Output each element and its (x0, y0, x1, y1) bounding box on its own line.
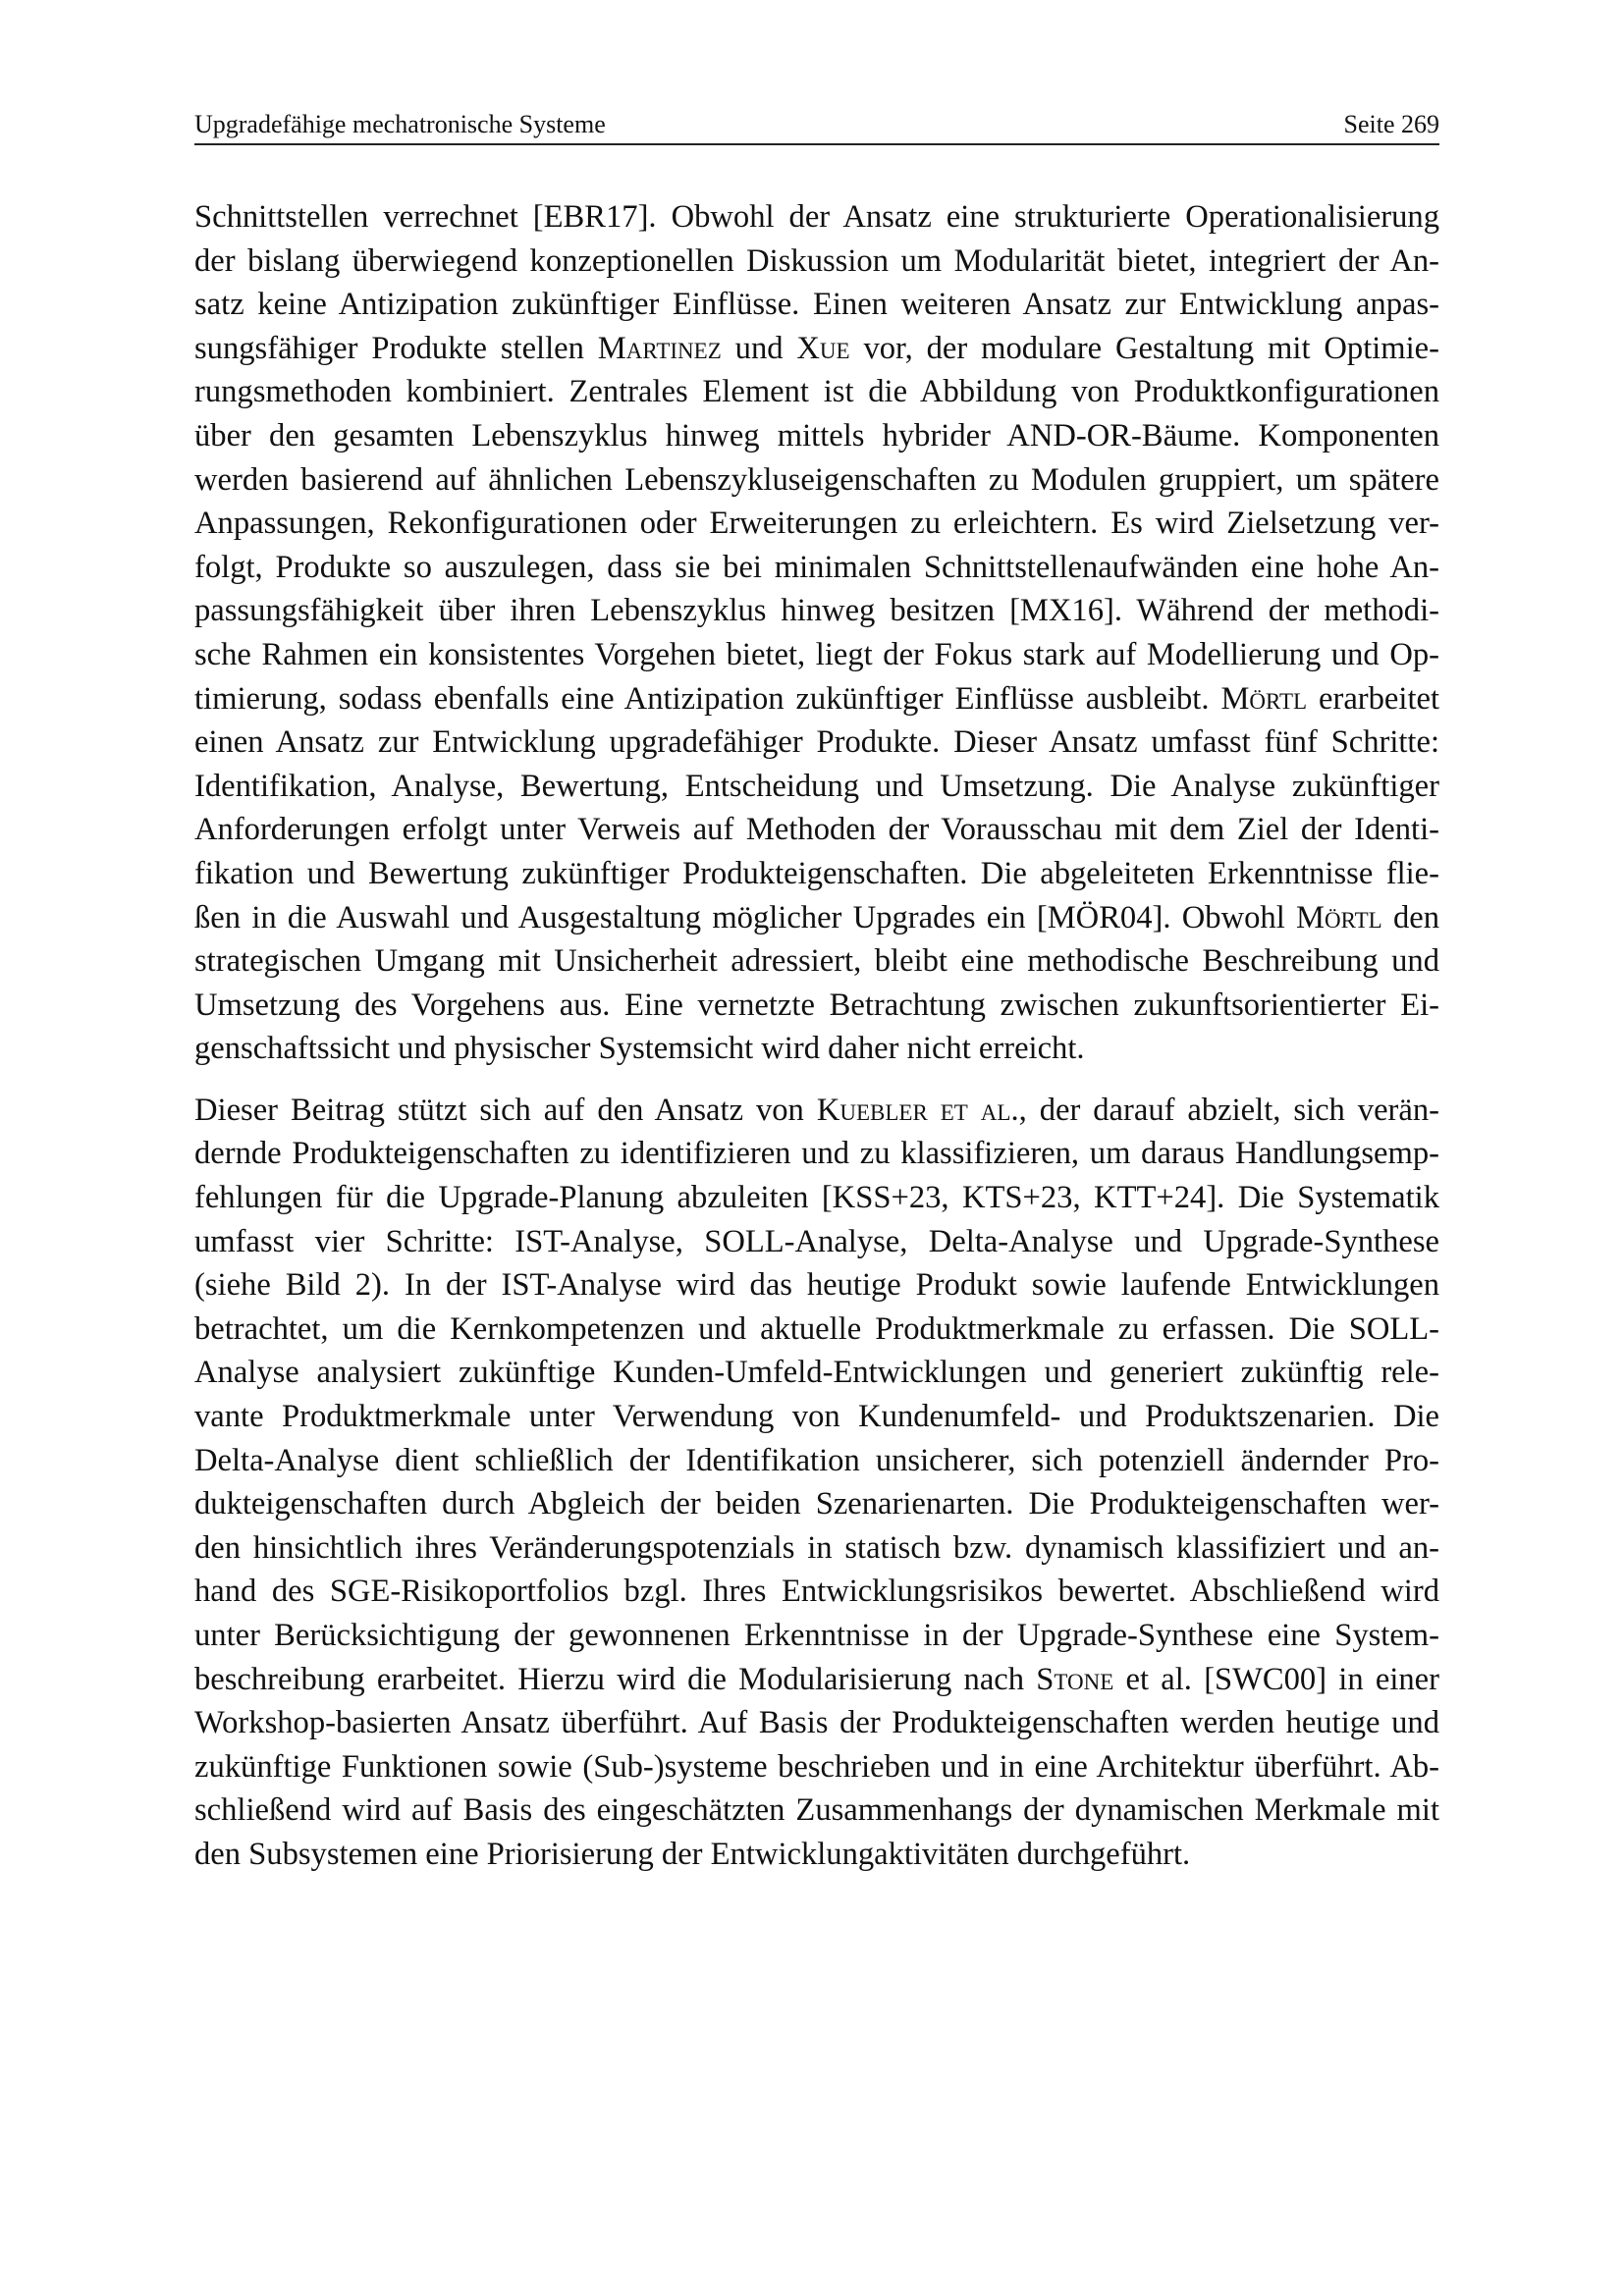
text-line: zukünftige Funktionen sowie (Sub-)systeme beschrieben und in eine Architektur überführt. Ab- (194, 1748, 1439, 1785)
text-line: unter Berücksichtigung der gewonnenen Erkenntnisse in der Upgrade-Synthese eine System- (194, 1618, 1439, 1653)
text-line: ßen in die Auswahl und Ausgestaltung möglicher Upgrades ein [MÖR04]. Obwohl Mörtl den (194, 899, 1439, 935)
text-line: Umsetzung des Vorgehens aus. Eine vernetzte Betrachtung zwischen zukunftsorientierter Ei- (194, 987, 1439, 1023)
text-line: betrachtet, um die Kernkompetenzen und aktuelle Produktmerkmale zu erfassen. Die SOLL- (194, 1310, 1439, 1347)
text-line: umfasst vier Schritte: IST-Analyse, SOLL-Analyse, Delta-Analyse und Upgrade-Synthese (194, 1223, 1439, 1259)
header-title: Upgradefähige mechatronische Systeme (194, 110, 606, 138)
text-line: Identifikation, Analyse, Bewertung, Entscheidung und Umsetzung. Die Analyse zukünftiger (194, 768, 1439, 804)
text-line: hand des SGE-Risikoportfolios bzgl. Ihres Entwicklungsrisikos bewertet. Abschließend wird (194, 1574, 1439, 1610)
text-line: sungsfähiger Produkte stellen Martinez und Xue vor, der modulare Gestaltung mit Optimie- (194, 330, 1439, 366)
text-line: (siehe Bild 2). In der IST-Analyse wird das heutige Produkt sowie laufende Entwicklungen (194, 1267, 1439, 1304)
text-line: den hinsichtlich ihres Veränderungspotenzials in statisch bzw. dynamisch klassifiziert und an- (194, 1529, 1439, 1566)
text-line: werden basierend auf ähnlichen Lebenszykluseigenschaften zu Modulen gruppiert, um spätere (194, 461, 1439, 498)
author-name: Kuebler et al. (816, 1092, 1019, 1128)
author-name: Xue (796, 330, 850, 366)
text-line: Dieser Beitrag stützt sich auf den Ansatz von Kuebler et al., der darauf abzielt, sich verän- (194, 1092, 1439, 1128)
text-line: vante Produktmerkmale unter Verwendung von Kundenumfeld- und Produktszenarien. Die (194, 1399, 1439, 1435)
text-line: Anforderungen erfolgt unter Verweis auf Methoden der Vorausschau mit dem Ziel der Identi- (194, 812, 1439, 848)
author-name: Mörtl (1296, 899, 1382, 935)
text-line: Delta-Analyse dient schließlich der Identifikation unsicherer, sich potenziell ändernder Pro- (194, 1442, 1439, 1478)
text-line: Anpassungen, Rekonfigurationen oder Erweiterungen zu erleichtern. Es wird Zielsetzung ver- (194, 506, 1439, 542)
text-line: sche Rahmen ein konsistentes Vorgehen bietet, liegt der Fokus stark auf Modellierung und Op- (194, 636, 1439, 672)
text-line: strategischen Umgang mit Unsicherheit adressiert, bleibt eine methodische Beschreibung und (194, 943, 1439, 980)
text-line: einen Ansatz zur Entwicklung upgradefähiger Produkte. Dieser Ansatz umfasst fünf Schritte: (194, 724, 1439, 761)
text-line: der bislang überwiegend konzeptionellen Diskussion um Modularität bietet, integriert der An- (194, 242, 1439, 279)
text-line: Schnittstellen verrechnet [EBR17]. Obwohl der Ansatz eine strukturierte Operationalisierung (194, 199, 1439, 235)
text-line: beschreibung erarbeitet. Hierzu wird die Modularisierung nach Stone et al. [SWC00] in einer (194, 1661, 1439, 1697)
author-name: Martinez (597, 330, 722, 366)
author-name: Stone (1036, 1661, 1114, 1697)
text-line: schließend wird auf Basis des eingeschätzten Zusammenhangs der dynamischen Merkmale mit (194, 1792, 1439, 1829)
text-line: rungsmethoden kombiniert. Zentrales Element ist die Abbildung von Produktkonfigurationen (194, 374, 1439, 410)
text-line: folgt, Produkte so auszulegen, dass sie bei minimalen Schnittstellenaufwänden eine hohe An- (194, 549, 1439, 585)
text-line: fehlungen für die Upgrade-Planung abzuleiten [KSS+23, KTS+23, KTT+24]. Die Systematik (194, 1180, 1439, 1216)
text-line: den Subsystemen eine Priorisierung der Entwicklungaktivitäten durchgeführt. (194, 1836, 1191, 1872)
text-line: genschaftssicht und physischer Systemsicht wird daher nicht erreicht. (194, 1031, 1085, 1067)
author-name: Mörtl (1220, 680, 1308, 717)
text-line: passungsfähigkeit über ihren Lebenszyklus hinweg besitzen [MX16]. Während der methodi- (194, 593, 1439, 629)
text-line: fikation und Bewertung zukünftiger Produkteigenschaften. Die abgeleiteten Erkenntnisse flie- (194, 855, 1439, 891)
text-line: satz keine Antizipation zukünftiger Einflüsse. Einen weiteren Ansatz zur Entwicklung anpas- (194, 287, 1439, 323)
text-line: dukteigenschaften durch Abgleich der beiden Szenarienarten. Die Produkteigenschaften wer- (194, 1486, 1439, 1522)
text-line: über den gesamten Lebenszyklus hinweg mittels hybrider AND-OR-Bäume. Komponenten (194, 417, 1439, 454)
page-number: Seite 269 (1343, 110, 1439, 138)
text-line: Workshop-basierten Ansatz überführt. Auf Basis der Produkteigenschaften werden heutige und (194, 1705, 1439, 1741)
running-header (194, 110, 1439, 145)
body-text (194, 195, 1439, 1877)
paragraph-2 (194, 1089, 1439, 1877)
text-line: dernde Produkteigenschaften zu identifizieren und zu klassifizieren, um daraus Handlungsemp- (194, 1136, 1439, 1172)
text-line: timierung, sodass ebenfalls eine Antizipation zukünftiger Einflüsse ausbleibt. Mörtl erarbeitet (194, 680, 1440, 717)
text-line: Analyse analysiert zukünftige Kunden-Umfeld-Entwicklungen und generiert zukünftig rele- (194, 1355, 1439, 1391)
paragraph-1 (194, 195, 1439, 1071)
